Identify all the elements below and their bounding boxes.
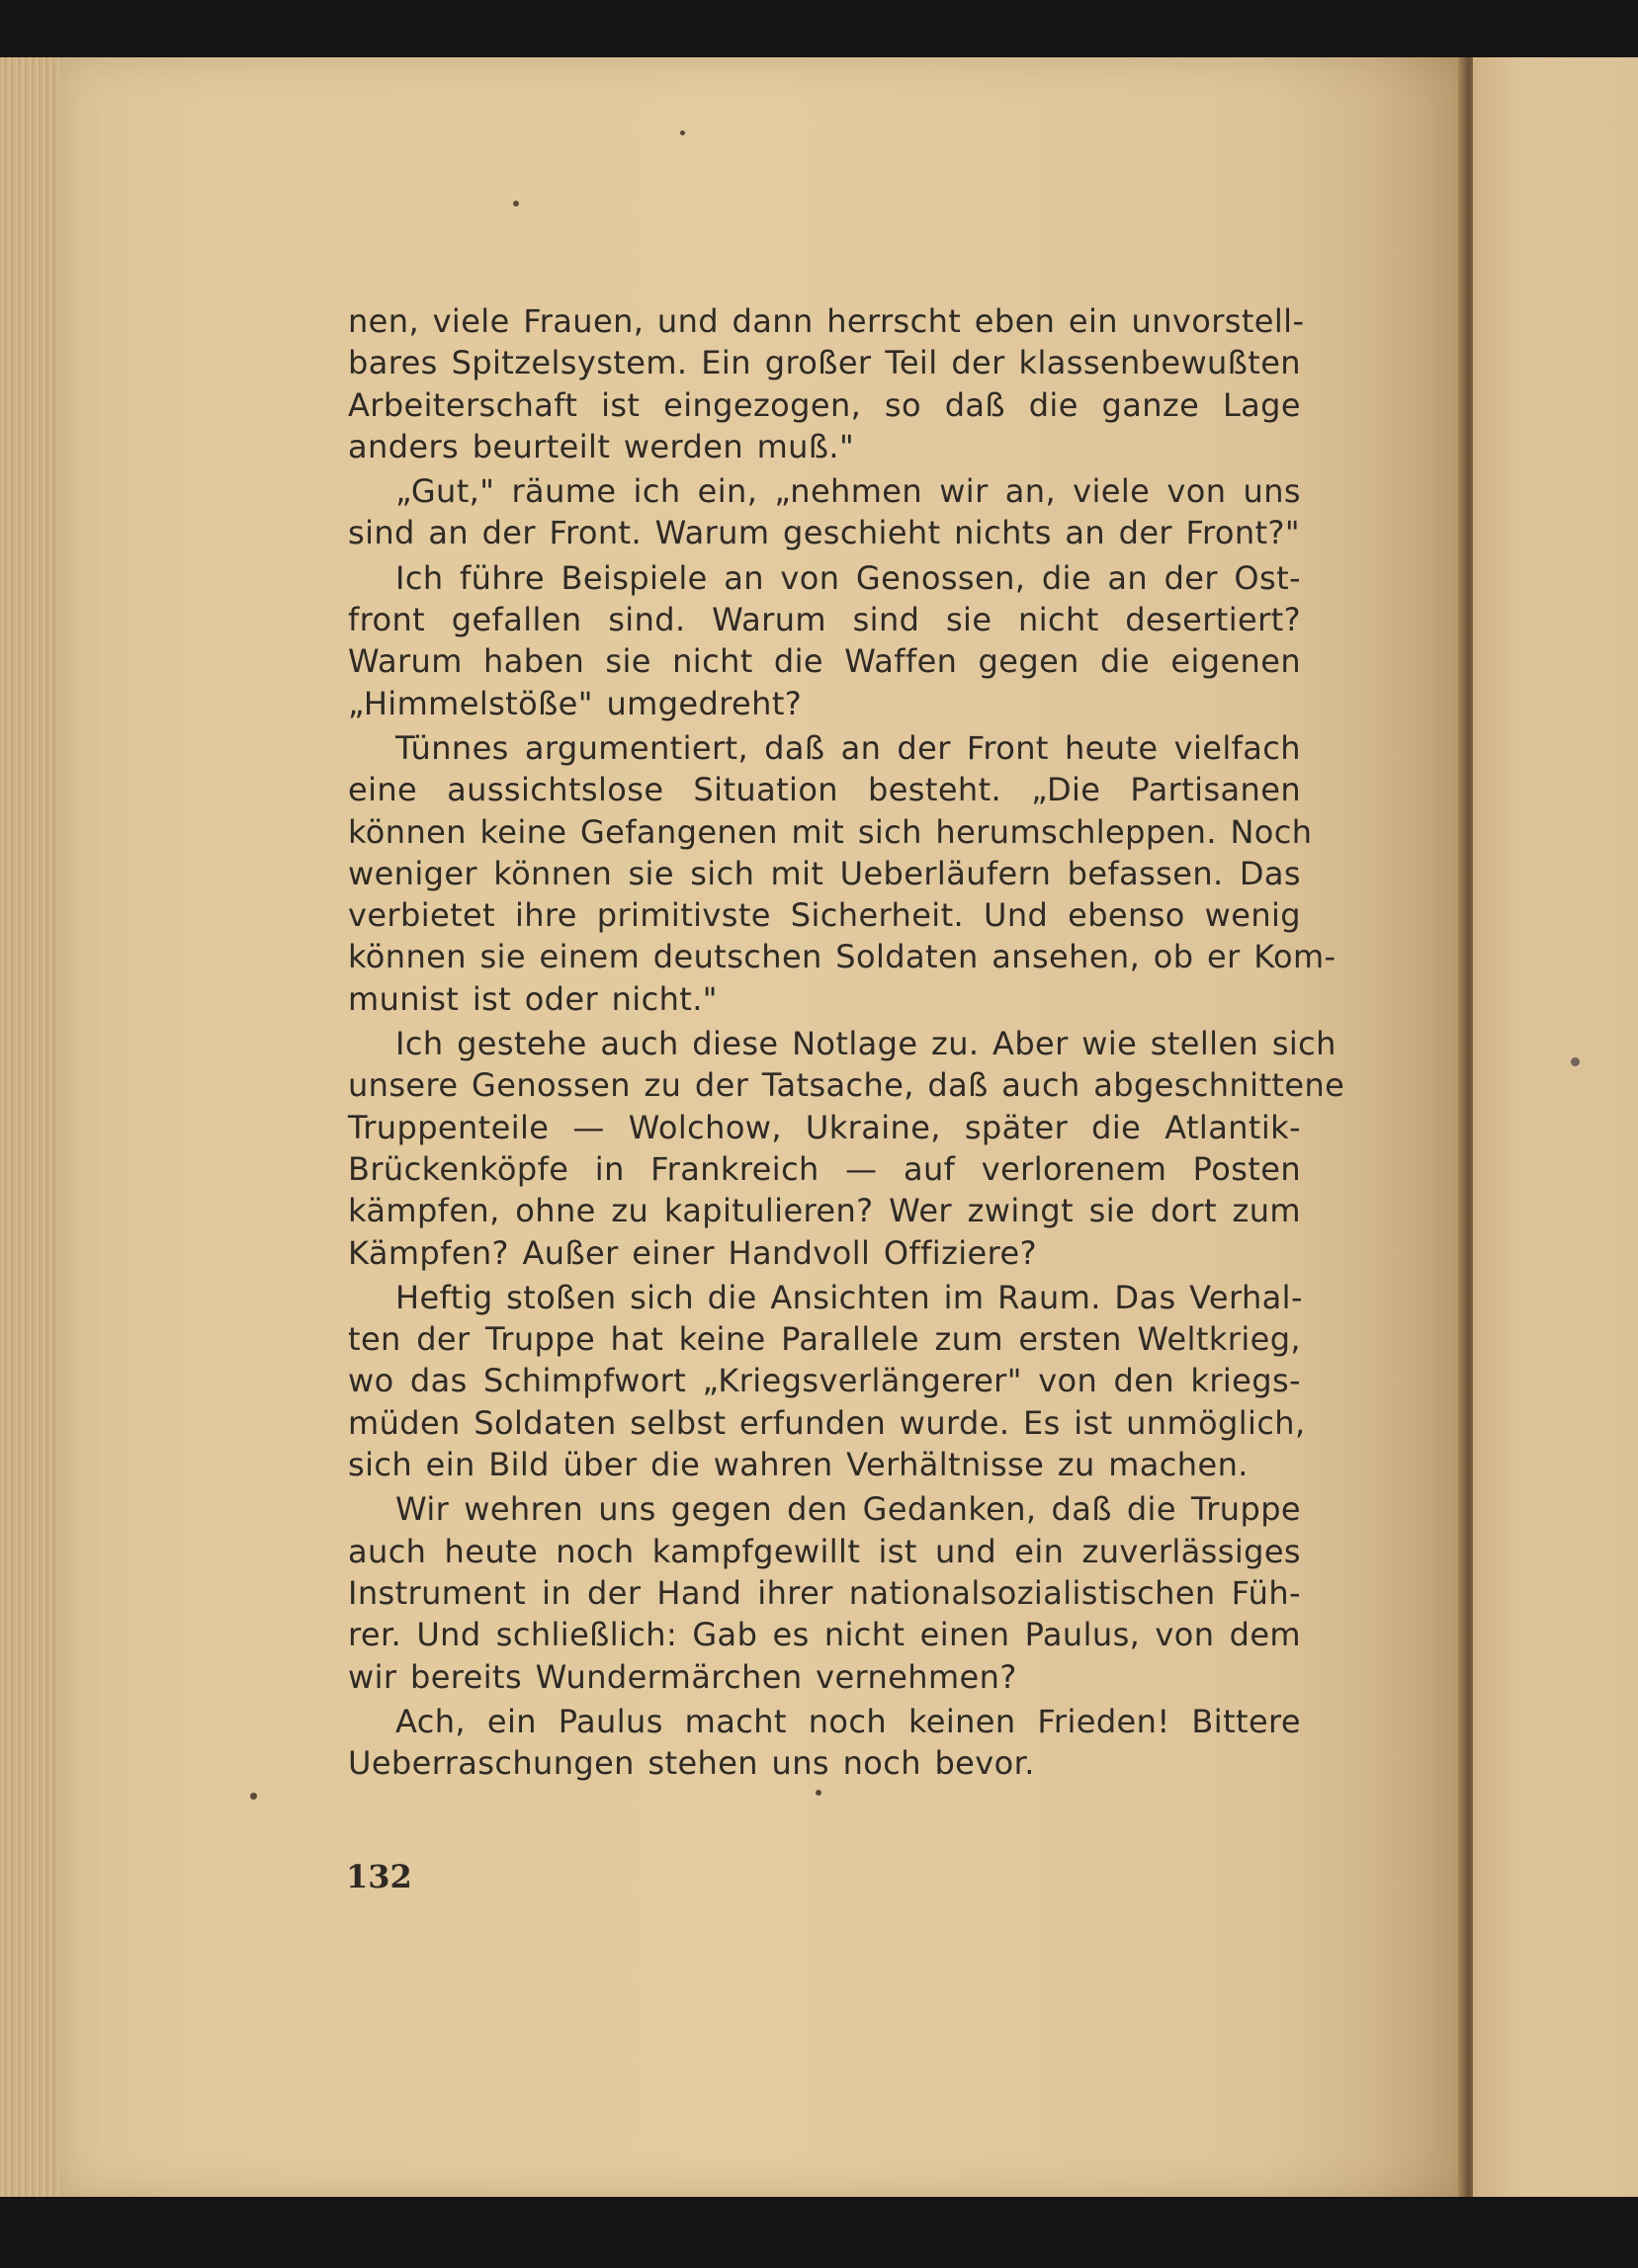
paragraph — [348, 1023, 1345, 1274]
paragraph — [348, 1488, 1301, 1697]
text-line: eine aussichtslose Situation besteht. „Die Partisanen — [348, 771, 1301, 809]
text-line: Tünnes argumentiert, daß an der Front heute vielfach — [395, 728, 1301, 767]
text-line: „Himmelstöße" umgedreht? — [348, 684, 803, 722]
text-line: Arbeiterschaft ist eingezogen, so daß die ganze Lage — [348, 385, 1301, 424]
text-line: Kämpfen? Außer einer Handvoll Offiziere? — [348, 1233, 1037, 1272]
text-line: kämpfen, ohne zu kapitulieren? Wer zwingt sie dort zum — [348, 1192, 1301, 1230]
text-line: Truppenteile — Wolchow, Ukraine, später die Atlantik- — [348, 1108, 1301, 1146]
text-line: anders beurteilt werden muß." — [348, 427, 855, 465]
text-line: Ach, ein Paulus macht noch keinen Frieden! Bittere — [395, 1702, 1301, 1740]
text-line: wir bereits Wundermärchen vernehmen? — [348, 1657, 1017, 1696]
text-line: wo das Schimpfwort „Kriegsverlängerer" von den kriegs- — [348, 1362, 1301, 1400]
paper-speck — [816, 1790, 821, 1796]
text-line: bares Spitzelsystem. Ein großer Teil der klassenbewußten — [348, 344, 1301, 382]
text-line: ten der Truppe hat keine Parallele zum ersten Weltkrieg, — [348, 1320, 1301, 1359]
text-line: Ich führe Beispiele an von Genossen, die an der Ost- — [395, 558, 1301, 597]
text-line: müden Soldaten selbst erfunden wurde. Es ist unmöglich, — [348, 1403, 1306, 1442]
text-line: sich ein Bild über die wahren Verhältnisse zu machen. — [348, 1446, 1249, 1484]
paper-speck — [1571, 1057, 1580, 1066]
paragraph — [348, 470, 1301, 554]
paper-speck — [680, 130, 685, 135]
text-line: rer. Und schließlich: Gab es nicht einen Paulus, von dem — [348, 1616, 1301, 1654]
text-line: „Gut," räume ich ein, „nehmen wir an, viele von uns — [395, 472, 1301, 511]
text-line: verbietet ihre primitivste Sicherheit. Und ebenso wenig — [348, 896, 1301, 935]
paragraph — [348, 1277, 1306, 1485]
paragraph — [348, 727, 1336, 1020]
text-line: weniger können sie sich mit Ueberläufern befassen. Das — [348, 854, 1301, 892]
text-line: Ich gestehe auch diese Notlage zu. Aber wie stellen sich — [395, 1025, 1336, 1063]
paper-speck — [513, 201, 519, 207]
text-line: Wir wehren uns gegen den Gedanken, daß die Truppe — [395, 1490, 1301, 1529]
page-number: 132 — [346, 1858, 412, 1895]
text-line: Heftig stoßen sich die Ansichten im Raum. Das Verhal- — [395, 1278, 1303, 1316]
body-text — [348, 300, 1345, 1787]
text-line: Brückenköpfe in Frankreich — auf verlorenem Posten — [348, 1149, 1301, 1188]
text-line: Warum haben sie nicht die Waffen gegen die eigenen — [348, 642, 1301, 681]
text-line: front gefallen sind. Warum sind sie nicht desertiert? — [348, 601, 1301, 639]
text-line: munist ist oder nicht." — [348, 979, 718, 1018]
text-line: unsere Genossen zu der Tatsache, daß auch abgeschnittene — [348, 1066, 1345, 1105]
text-line: nen, viele Frauen, und dann herrscht eben ein unvorstell- — [348, 302, 1305, 340]
paragraph — [348, 557, 1301, 724]
text-line: können keine Gefangenen mit sich herumschleppen. Noch — [348, 812, 1313, 851]
paper-speck — [250, 1793, 257, 1800]
text-line: Instrument in der Hand ihrer nationalsozialistischen Füh- — [348, 1573, 1301, 1612]
facing-page-edge — [1473, 57, 1638, 2197]
paragraph — [348, 300, 1305, 467]
text-line: können sie einem deutschen Soldaten ansehen, ob er Kom- — [348, 938, 1336, 976]
text-line: sind an der Front. Warum geschieht nichts an der Front?" — [348, 514, 1300, 552]
text-line: Ueberraschungen stehen uns noch bevor. — [348, 1744, 1035, 1783]
paragraph — [348, 1701, 1301, 1785]
text-line: auch heute noch kampfgewillt ist und ein zuverlässiges — [348, 1532, 1301, 1570]
